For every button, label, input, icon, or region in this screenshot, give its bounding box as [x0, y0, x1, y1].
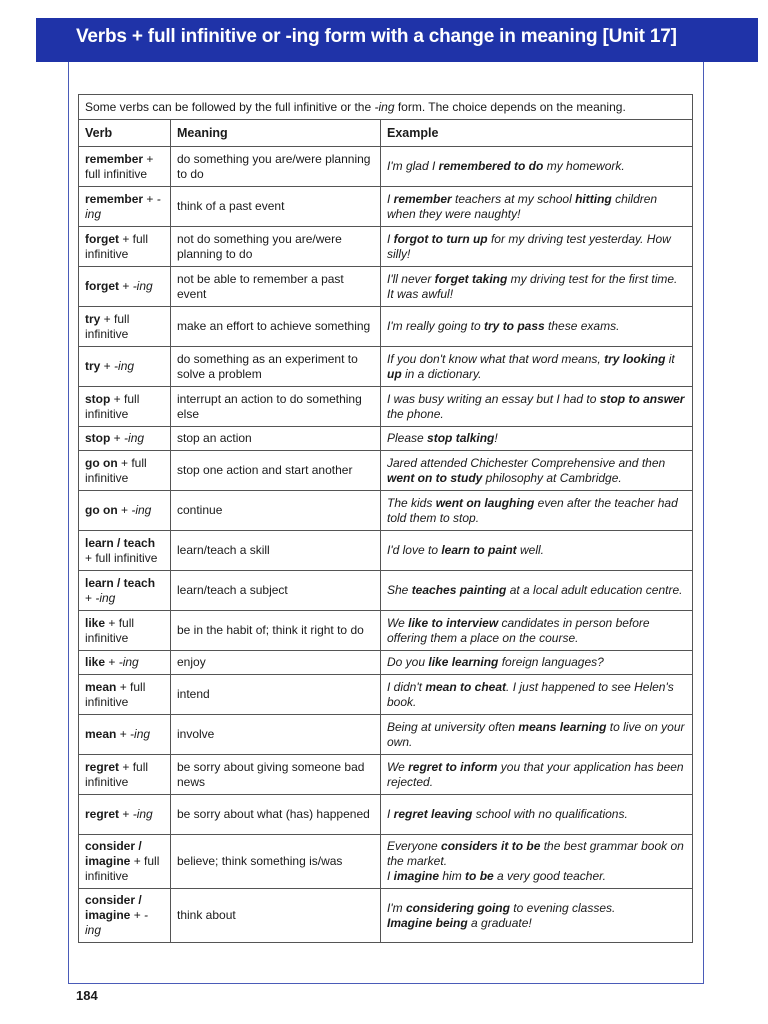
column-header-verb: Verb: [79, 120, 171, 147]
example-cell: I regret leaving school with no qualifications.: [381, 795, 693, 835]
verb-cell: like + full infinitive: [79, 611, 171, 651]
table-row: [79, 227, 693, 267]
verb-cell: mean + -ing: [79, 715, 171, 755]
meaning-cell: intend: [171, 675, 381, 715]
meaning-cell: believe; think something is/was: [171, 835, 381, 889]
example-cell: Please stop talking!: [381, 427, 693, 451]
column-header-meaning: Meaning: [171, 120, 381, 147]
meaning-cell: think of a past event: [171, 187, 381, 227]
verb-cell: try + -ing: [79, 347, 171, 387]
meaning-cell: do something as an experiment to solve a problem: [171, 347, 381, 387]
table-row: [79, 427, 693, 451]
table-row: [79, 571, 693, 611]
meaning-cell: not be able to remember a past event: [171, 267, 381, 307]
verb-cell: stop + -ing: [79, 427, 171, 451]
verb-cell: remember + -ing: [79, 187, 171, 227]
table-row: [79, 889, 693, 943]
verb-cell: consider / imagine + -ing: [79, 889, 171, 943]
verb-cell: stop + full infinitive: [79, 387, 171, 427]
page-number: 184: [76, 988, 98, 1003]
table-row: [79, 347, 693, 387]
table-row: [79, 187, 693, 227]
column-header-example: Example: [381, 120, 693, 147]
table-row: [79, 307, 693, 347]
example-cell: I'm really going to try to pass these exams.: [381, 307, 693, 347]
verb-cell: forget + full infinitive: [79, 227, 171, 267]
table-row: [79, 491, 693, 531]
table-row: [79, 835, 693, 889]
example-cell: I didn't mean to cheat. I just happened to see Helen's book.: [381, 675, 693, 715]
example-cell: We regret to inform you that your application has been rejected.: [381, 755, 693, 795]
example-cell: I'd love to learn to paint well.: [381, 531, 693, 571]
example-cell: I'm considering going to evening classes. Imagine being a graduate!: [381, 889, 693, 943]
example-cell: We like to interview candidates in person before offering them a place on the course.: [381, 611, 693, 651]
table-row: [79, 387, 693, 427]
table-row: [79, 451, 693, 491]
meaning-cell: be sorry about giving someone bad news: [171, 755, 381, 795]
verb-cell: like + -ing: [79, 651, 171, 675]
verb-cell: learn / teach + full infinitive: [79, 531, 171, 571]
example-cell: Do you like learning foreign languages?: [381, 651, 693, 675]
meaning-cell: stop one action and start another: [171, 451, 381, 491]
meaning-cell: make an effort to achieve something: [171, 307, 381, 347]
page-title: Verbs + full infinitive or -ing form with a change in meaning [Unit 17]: [76, 26, 677, 47]
verb-cell: try + full infinitive: [79, 307, 171, 347]
example-cell: The kids went on laughing even after the teacher had told them to stop.: [381, 491, 693, 531]
header-row: [79, 120, 693, 147]
meaning-cell: not do something you are/were planning to do: [171, 227, 381, 267]
table-row: [79, 611, 693, 651]
verb-cell: consider / imagine + full infinitive: [79, 835, 171, 889]
meaning-cell: continue: [171, 491, 381, 531]
meaning-cell: be sorry about what (has) happened: [171, 795, 381, 835]
meaning-cell: do something you are/were planning to do: [171, 147, 381, 187]
verb-cell: mean + full infinitive: [79, 675, 171, 715]
meaning-cell: be in the habit of; think it right to do: [171, 611, 381, 651]
meaning-cell: interrupt an action to do something else: [171, 387, 381, 427]
verb-cell: remember + full infinitive: [79, 147, 171, 187]
meaning-cell: stop an action: [171, 427, 381, 451]
example-cell: She teaches painting at a local adult education centre.: [381, 571, 693, 611]
example-cell: Being at university often means learning to live on your own.: [381, 715, 693, 755]
meaning-cell: learn/teach a skill: [171, 531, 381, 571]
verb-cell: regret + -ing: [79, 795, 171, 835]
example-cell: Jared attended Chichester Comprehensive and then went on to study philosophy at Cambridge.: [381, 451, 693, 491]
table-row: [79, 651, 693, 675]
verb-cell: go on + full infinitive: [79, 451, 171, 491]
example-cell: If you don't know what that word means, try looking it up in a dictionary.: [381, 347, 693, 387]
verb-cell: go on + -ing: [79, 491, 171, 531]
table-row: [79, 795, 693, 835]
meaning-cell: enjoy: [171, 651, 381, 675]
table-row: [79, 715, 693, 755]
verb-cell: regret + full infinitive: [79, 755, 171, 795]
example-cell: I forgot to turn up for my driving test yesterday. How silly!: [381, 227, 693, 267]
example-cell: I'm glad I remembered to do my homework.: [381, 147, 693, 187]
example-cell: I remember teachers at my school hitting children when they were naughty!: [381, 187, 693, 227]
intro-text: Some verbs can be followed by the full infinitive or the -ing form. The choice depends on the meaning.: [79, 95, 693, 120]
table-row: [79, 531, 693, 571]
meaning-cell: learn/teach a subject: [171, 571, 381, 611]
table-row: [79, 675, 693, 715]
table-row: [79, 267, 693, 307]
meaning-cell: think about: [171, 889, 381, 943]
meaning-cell: involve: [171, 715, 381, 755]
example-cell: I was busy writing an essay but I had to stop to answer the phone.: [381, 387, 693, 427]
verb-cell: learn / teach + -ing: [79, 571, 171, 611]
grammar-table: [78, 94, 693, 943]
table-row: [79, 147, 693, 187]
table-row: [79, 755, 693, 795]
example-cell: I'll never forget taking my driving test for the first time. It was awful!: [381, 267, 693, 307]
verb-cell: forget + -ing: [79, 267, 171, 307]
example-cell: Everyone considers it to be the best grammar book on the market. I imagine him to be a very good teacher.: [381, 835, 693, 889]
intro-row: [79, 95, 693, 120]
table-body: [79, 147, 693, 943]
